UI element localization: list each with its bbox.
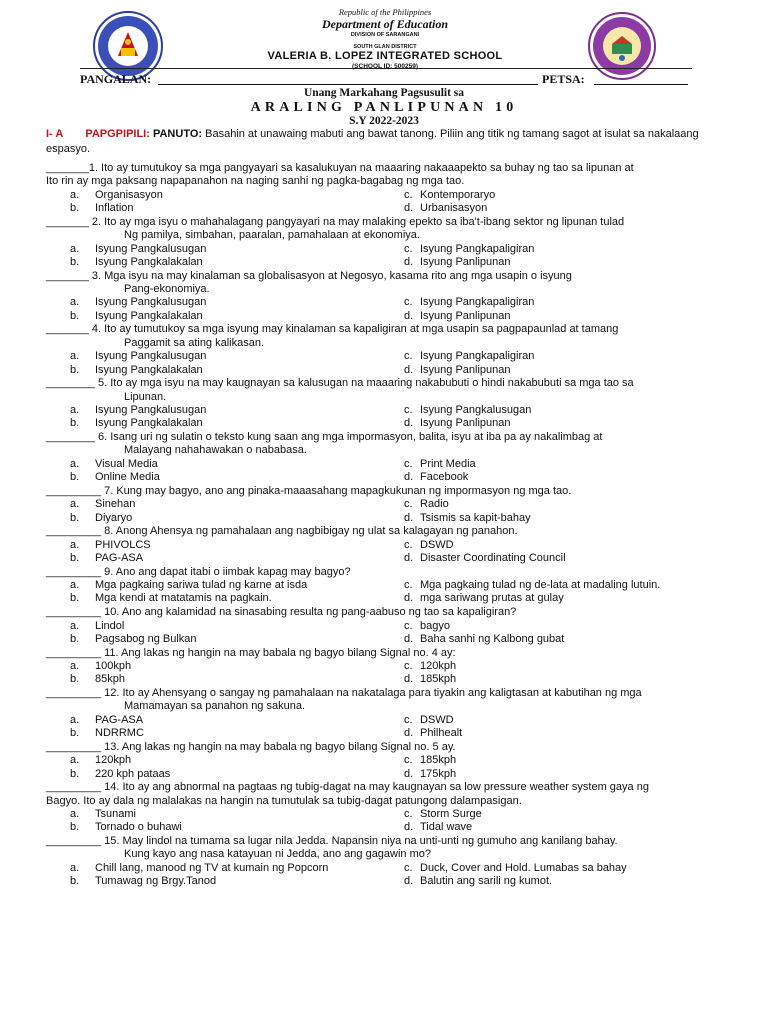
exam-title: Unang Markahang Pagsusulit sa	[303, 87, 465, 99]
choice-text: Isyung Panlipunan	[420, 363, 511, 376]
choice-text: PHIVOLCS	[95, 538, 151, 551]
choice-letter: a.	[70, 619, 80, 632]
question-text	[46, 216, 734, 243]
question-stem-continued: Kung kayo ang nasa katayuan ni Jedda, ano ang gagawin mo?	[124, 848, 432, 861]
choice-letter: d.	[404, 673, 414, 686]
choice-list	[46, 660, 734, 687]
question-item	[46, 835, 734, 889]
header-divider	[80, 68, 692, 69]
question-stem: _________ 15. May lindol na tumama sa lugar nila Jedda. Napansin niya na unti-unti ng gumuho ang kanilang bahay.	[46, 834, 618, 847]
question-item	[46, 377, 734, 431]
choice-text: 175kph	[420, 767, 457, 780]
choice-letter: c.	[404, 242, 413, 255]
choice-letter: b.	[70, 632, 80, 645]
choice-text: Isyung Pangkalakalan	[95, 363, 203, 376]
choice-letter: a.	[70, 296, 80, 309]
question-stem: ________ 5. Ito ay mga isyu na may kaugnayan sa kalusugan na maaaring nakabubuti o hindi nakabubuti sa mga tao sa	[46, 377, 634, 390]
school-id: (SCHOOL ID: 500259)	[352, 62, 418, 70]
question-item	[46, 323, 734, 377]
choice-letter: b.	[70, 363, 80, 376]
question-stem: _________ 13. Ang lakas ng hangin na may babala ng bagyo bilang Signal no. 5 ay.	[46, 740, 456, 753]
choice-text: NDRRMC	[95, 727, 144, 740]
choice-letter: d.	[404, 256, 414, 269]
choice-text: Duck, Cover and Hold. Lumabas sa bahay	[420, 861, 627, 874]
choice-text: 185kph	[420, 754, 457, 767]
question-item	[46, 647, 734, 687]
question-text	[46, 741, 734, 754]
choice-text: PAG-ASA	[95, 552, 144, 565]
choice-text: 85kph	[95, 673, 125, 686]
choice-letter: a.	[70, 498, 80, 511]
choice-letter: d.	[404, 363, 414, 376]
question-text	[46, 606, 734, 619]
choice-text: Radio	[420, 498, 449, 511]
choice-letter: a.	[70, 659, 80, 672]
question-text	[46, 431, 734, 458]
choice-letter: a.	[70, 350, 80, 363]
choice-text: Tornado o buhawi	[95, 821, 182, 834]
choice-text: Pagsabog ng Bulkan	[95, 632, 197, 645]
choice-text: Tidal wave	[420, 821, 473, 834]
question-item	[46, 431, 734, 485]
name-date-row	[80, 72, 692, 88]
choice-letter: a.	[70, 242, 80, 255]
question-stem: _________ 7. Kung may bagyo, ano ang pinaka-maaasahang mapagkukunan ng impormasyon ng mga tao.	[46, 484, 572, 497]
choice-letter: b.	[70, 309, 80, 322]
choice-text: 120kph	[420, 659, 457, 672]
question-stem-continued: Bagyo. Ito ay dala ng malalakas na hangin na tumutulak sa tubig-dagat patungong dalampasigan.	[46, 794, 522, 807]
choice-letter: d.	[404, 552, 414, 565]
department-label: Department of Education	[321, 16, 448, 31]
question-stem: _________ 8. Anong Ahensya ng pamahalaan ang nagbibigay ng ulat sa kalagayan ng panahon.	[46, 525, 518, 538]
question-stem-continued: Ito rin ay mga paksang napapanahon na naging sanhi ng pagka-bagabag ng mga tao.	[46, 175, 465, 188]
choice-letter: c.	[404, 579, 413, 592]
district-label: SOUTH GLAN DISTRICT	[353, 43, 417, 50]
choice-letter: b.	[70, 727, 80, 740]
choice-list	[46, 243, 734, 270]
choice-text: Online Media	[95, 471, 160, 484]
republic-label: Republic of the Philippines	[338, 7, 432, 17]
choice-letter: d.	[404, 511, 414, 524]
choice-list	[46, 189, 734, 216]
choice-letter: c.	[404, 619, 413, 632]
choice-text: Isyung Pangkalusugan	[95, 350, 207, 363]
choice-text: 185kph	[420, 673, 457, 686]
choice-text: Tsunami	[95, 807, 136, 820]
choice-text: Baha sanhi ng Kalbong gubat	[420, 632, 565, 645]
choice-text: Isyung Panlipunan	[420, 256, 511, 269]
choice-text: PAG-ASA	[95, 713, 144, 726]
choice-letter: a.	[70, 579, 80, 592]
choice-letter: b.	[70, 673, 80, 686]
question-text	[46, 485, 734, 498]
section-label: PAPGPIPILI:	[85, 128, 150, 140]
question-stem-continued: Ng pamilya, simbahan, paaralan, pamahalaan at ekonomiya.	[124, 229, 420, 242]
question-item	[46, 216, 734, 270]
subject-title: ARALING PANLIPUNAN 10	[250, 100, 518, 115]
question-stem: _________ 12. Ito ay Ahensyang o sangay ng pamahalaan na nakatalaga para tiyakin ang kaligtasan at kabutihan ng mga	[46, 686, 642, 699]
choice-list	[46, 808, 734, 835]
choice-letter: c.	[404, 861, 413, 874]
choice-text: Organisasyon	[95, 188, 163, 201]
question-stem: _______ 2. Ito ay mga isyu o mahahalagang pangyayari na may malaking epekto sa iba't-ibang sektor ng lipunan tulad	[46, 215, 625, 228]
name-label: PANGALAN:	[80, 72, 152, 86]
choice-text: DSWD	[420, 713, 454, 726]
choice-letter: d.	[404, 875, 414, 888]
choice-text: Isyung Pangkapaligiran	[420, 242, 535, 255]
question-stem-continued: Malayang nahahawakan o nababasa.	[124, 444, 307, 457]
choice-text: Isyung Pangkalusugan	[420, 404, 532, 417]
choice-letter: d.	[404, 767, 414, 780]
question-item	[46, 606, 734, 646]
choice-text: Urbanisasyon	[420, 202, 488, 215]
choice-letter: a.	[70, 188, 80, 201]
choice-letter: c.	[404, 807, 413, 820]
choice-text: Isyung Pangkalusugan	[95, 296, 207, 309]
choice-letter: d.	[404, 632, 414, 645]
choice-text: Sinehan	[95, 498, 136, 511]
choice-text: 100kph	[95, 659, 132, 672]
question-text	[46, 647, 734, 660]
choice-text: Tsismis sa kapit-bahay	[420, 511, 531, 524]
question-item	[46, 270, 734, 324]
choice-text: Chill lang, manood ng TV at kumain ng Popcorn	[95, 861, 329, 874]
choice-letter: c.	[404, 498, 413, 511]
name-blank[interactable]	[158, 84, 538, 85]
choice-text: Tumawag ng Brgy.Tanod	[95, 875, 217, 888]
choice-letter: c.	[404, 188, 413, 201]
choice-text: Isyung Pangkapaligiran	[420, 296, 535, 309]
choice-letter: b.	[70, 592, 80, 605]
division-label: DIVISION OF SARANGANI	[350, 31, 420, 38]
choice-text: Print Media	[420, 457, 476, 470]
school-header	[200, 8, 570, 70]
choice-text: Lindol	[95, 619, 125, 632]
choice-letter: d.	[404, 471, 414, 484]
choice-letter: c.	[404, 754, 413, 767]
choice-letter: b.	[70, 875, 80, 888]
choice-text: Disaster Coordinating Council	[420, 552, 566, 565]
school-seal-logo	[588, 12, 656, 80]
choice-letter: b.	[70, 417, 80, 430]
choice-text: Isyung Pangkapaligiran	[420, 350, 535, 363]
choice-list	[46, 714, 734, 741]
part-label: I- A	[46, 128, 64, 140]
choice-text: Isyung Pangkalakalan	[95, 417, 203, 430]
question-stem: _______ 4. Ito ay tumutukoy sa mga isyung may kinalaman sa kapaligiran at mga usapin sa pagpapaunlad at tamang	[46, 323, 619, 336]
choice-text: Isyung Pangkalusugan	[95, 404, 207, 417]
question-item	[46, 162, 734, 216]
choice-letter: b.	[70, 511, 80, 524]
choice-list	[46, 350, 734, 377]
question-text	[46, 566, 734, 579]
choice-letter: b.	[70, 821, 80, 834]
choice-letter: d.	[404, 202, 414, 215]
question-stem: _________ 9. Ano ang dapat itabi o iimbak kapag may bagyo?	[46, 565, 351, 578]
question-item	[46, 781, 734, 835]
choice-letter: d.	[404, 592, 414, 605]
choice-text: Balutin ang sarili ng kumot.	[420, 875, 553, 888]
instructions-text: Basahin at unawaing mabuti ang bawat tanong. Piliin ang titik ng tamang sagot at isulat sa nakalaang espasyo.	[46, 128, 699, 155]
choice-list	[46, 754, 734, 781]
choice-letter: a.	[70, 861, 80, 874]
date-blank[interactable]	[594, 84, 688, 85]
choice-letter: b.	[70, 767, 80, 780]
choice-letter: d.	[404, 821, 414, 834]
question-item	[46, 525, 734, 565]
question-text	[46, 835, 734, 862]
choice-letter: b.	[70, 471, 80, 484]
choice-text: Mga kendi at matatamis na pagkain.	[95, 592, 272, 605]
choice-text: mga sariwang prutas at gulay	[420, 592, 564, 605]
question-stem: _______ 3. Mga isyu na may kinalaman sa globalisasyon at Negosyo, kasama rito ang mga usapin o isyung	[46, 269, 572, 282]
choice-text: Mga pagkaing tulad ng de-lata at madaling lutuin.	[420, 579, 661, 592]
choice-text: DSWD	[420, 538, 454, 551]
choice-text: Isyung Pangkalakalan	[95, 309, 203, 322]
question-text	[46, 270, 734, 297]
choice-list	[46, 404, 734, 431]
choice-letter: c.	[404, 404, 413, 417]
choice-text: Isyung Pangkalakalan	[95, 256, 203, 269]
choice-letter: a.	[70, 457, 80, 470]
question-stem: _________ 11. Ang lakas ng hangin na may babala ng bagyo bilang Signal no. 4 ay:	[46, 646, 456, 659]
choice-letter: a.	[70, 404, 80, 417]
school-year: S.Y 2022-2023	[349, 115, 419, 127]
question-item	[46, 485, 734, 525]
choice-list	[46, 498, 734, 525]
question-item	[46, 687, 734, 741]
question-item	[46, 566, 734, 606]
choice-text: Kontemporaryo	[420, 188, 496, 201]
question-stem-continued: Mamamayan sa panahon ng sakuna.	[124, 700, 306, 713]
choice-text: Facebook	[420, 471, 469, 484]
question-stem-continued: Lipunan.	[124, 390, 167, 403]
choice-letter: a.	[70, 754, 80, 767]
choice-letter: c.	[404, 350, 413, 363]
question-item	[46, 741, 734, 781]
choice-list	[46, 620, 734, 647]
choice-list	[46, 296, 734, 323]
date-label: PETSA:	[542, 72, 585, 86]
choice-text: Inflation	[95, 202, 134, 215]
choice-letter: a.	[70, 807, 80, 820]
choice-letter: d.	[404, 309, 414, 322]
question-text	[46, 377, 734, 404]
choice-text: Philhealt	[420, 727, 463, 740]
school-name: VALERIA B. LOPEZ INTEGRATED SCHOOL	[267, 50, 503, 63]
choice-letter: c.	[404, 296, 413, 309]
question-text	[46, 525, 734, 538]
choice-letter: c.	[404, 659, 413, 672]
choice-text: Isyung Panlipunan	[420, 417, 511, 430]
choice-list	[46, 539, 734, 566]
choice-text: Visual Media	[95, 457, 158, 470]
choice-text: Diyaryo	[95, 511, 133, 524]
instructions	[46, 127, 726, 157]
question-text	[46, 162, 734, 189]
choice-letter: d.	[404, 727, 414, 740]
choice-letter: a.	[70, 713, 80, 726]
choice-list	[46, 458, 734, 485]
question-text	[46, 687, 734, 714]
choice-list	[46, 862, 734, 889]
panuto-label: PANUTO:	[152, 128, 203, 140]
choice-text: Storm Surge	[420, 807, 482, 820]
question-text	[46, 323, 734, 350]
question-list	[46, 162, 734, 889]
choice-letter: c.	[404, 538, 413, 551]
question-stem: ________ 6. Isang uri ng sulatin o teksto kung saan ang mga impormasyon, balita, isyu at iba pa ay nakalimbag at	[46, 431, 603, 444]
choice-text: 120kph	[95, 754, 132, 767]
choice-list	[46, 579, 734, 606]
choice-letter: c.	[404, 457, 413, 470]
choice-text: Isyung Panlipunan	[420, 309, 511, 322]
question-stem: _________ 10. Ano ang kalamidad na sinasabing resulta ng pang-aabuso ng tao sa kapaligiran?	[46, 606, 517, 619]
choice-letter: c.	[404, 713, 413, 726]
question-text	[46, 781, 734, 808]
question-stem: _________ 14. Ito ay ang abnormal na pagtaas ng tubig-dagat na may kaugnayan sa low pressure weather system gaya ng	[46, 781, 649, 794]
choice-letter: d.	[404, 417, 414, 430]
question-stem-continued: Paggamit sa ating kalikasan.	[124, 336, 265, 349]
choice-text: Mga pagkaing sariwa tulad ng karne at isda	[95, 579, 308, 592]
choice-text: bagyo	[420, 619, 450, 632]
choice-text: 220 kph pataas	[95, 767, 171, 780]
choice-letter: b.	[70, 552, 80, 565]
choice-letter: b.	[70, 256, 80, 269]
question-stem: _______1. Ito ay tumutukoy sa mga pangyayari sa kasalukuyan na maaaring nakaaapekto sa buhay ng tao sa lipunan at	[46, 162, 634, 174]
question-stem-continued: Pang-ekonomiya.	[124, 283, 210, 296]
choice-letter: b.	[70, 202, 80, 215]
choice-letter: a.	[70, 538, 80, 551]
choice-text: Isyung Pangkalusugan	[95, 242, 207, 255]
